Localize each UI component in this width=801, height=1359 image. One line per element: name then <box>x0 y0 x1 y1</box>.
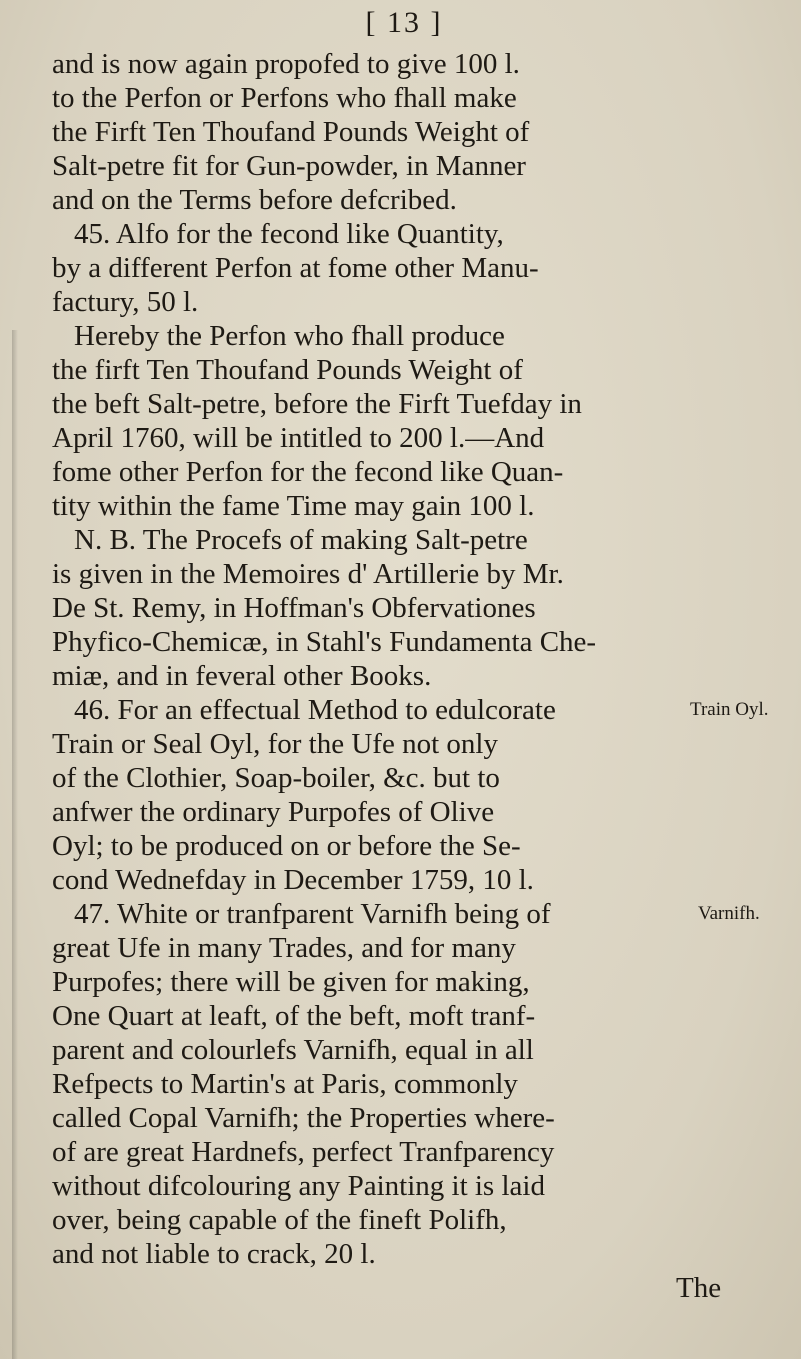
text-line: cond Wednefday in December 1759, 10 l. <box>52 864 534 896</box>
text-line: Phyfico-Chemicæ, in Stahl's Fundamenta Che- <box>52 626 597 658</box>
text-line: Oyl; to be produced on or before the Se- <box>52 830 521 862</box>
margin-note-train-oyl: Train Oyl. <box>690 699 769 720</box>
text-line: of the Clothier, Soap-boiler, &c. but to <box>52 762 500 794</box>
text-line: Purpofes; there will be given for making, <box>52 966 530 998</box>
text-line: De St. Remy, in Hoffman's Obfervationes <box>52 592 536 624</box>
text-line: by a different Perfon at fome other Manu- <box>52 252 539 284</box>
text-line: Refpects to Martin's at Paris, commonly <box>52 1068 518 1100</box>
text-line: great Ufe in many Trades, and for many <box>52 932 516 964</box>
text-line: 46. For an effectual Method to edulcorate <box>74 694 556 726</box>
text-line: is given in the Memoires d' Artillerie by Mr. <box>52 558 564 590</box>
catchword: The <box>676 1272 722 1304</box>
binding-shadow <box>12 330 18 1359</box>
text-line: called Copal Varnifh; the Properties where- <box>52 1102 555 1134</box>
text-line: and is now again propofed to give 100 l. <box>52 48 520 80</box>
text-line: factury, 50 l. <box>52 286 199 318</box>
text-line: April 1760, will be intitled to 200 l.—And <box>52 422 545 454</box>
text-line: fome other Perfon for the fecond like Quan- <box>52 456 564 488</box>
text-line: One Quart at leaft, of the beft, moft tranf- <box>52 1000 536 1032</box>
text-line: of are great Hardnefs, perfect Tranfparency <box>52 1136 555 1168</box>
text-line: 45. Alfo for the fecond like Quantity, <box>74 218 504 250</box>
text-line: Salt-petre fit for Gun-powder, in Manner <box>52 150 526 182</box>
text-line: tity within the fame Time may gain 100 l. <box>52 490 535 522</box>
text-line: miæ, and in feveral other Books. <box>52 660 432 692</box>
text-line: and on the Terms before defcribed. <box>52 184 457 216</box>
text-line: over, being capable of the fineft Polifh, <box>52 1204 507 1236</box>
text-line: the firft Ten Thoufand Pounds Weight of <box>52 354 523 386</box>
text-line: the beft Salt-petre, before the Firft Tuefday in <box>52 388 582 420</box>
page-number: [ 13 ] <box>365 6 443 39</box>
margin-note-varnish: Varnifh. <box>698 903 760 924</box>
text-line: and not liable to crack, 20 l. <box>52 1238 376 1270</box>
text-line: parent and colourlefs Varnifh, equal in all <box>52 1034 534 1066</box>
text-line: to the Perfon or Perfons who fhall make <box>52 82 517 114</box>
text-line: 47. White or tranfparent Varnifh being of <box>74 898 551 930</box>
text-line: anfwer the ordinary Purpofes of Olive <box>52 796 495 828</box>
text-line: Hereby the Perfon who fhall produce <box>74 320 505 352</box>
text-line: without difcolouring any Painting it is laid <box>52 1170 545 1202</box>
text-line: Train or Seal Oyl, for the Ufe not only <box>52 728 498 760</box>
text-line: the Firft Ten Thoufand Pounds Weight of <box>52 116 530 148</box>
text-line: N. B. The Procefs of making Salt-petre <box>74 524 528 556</box>
